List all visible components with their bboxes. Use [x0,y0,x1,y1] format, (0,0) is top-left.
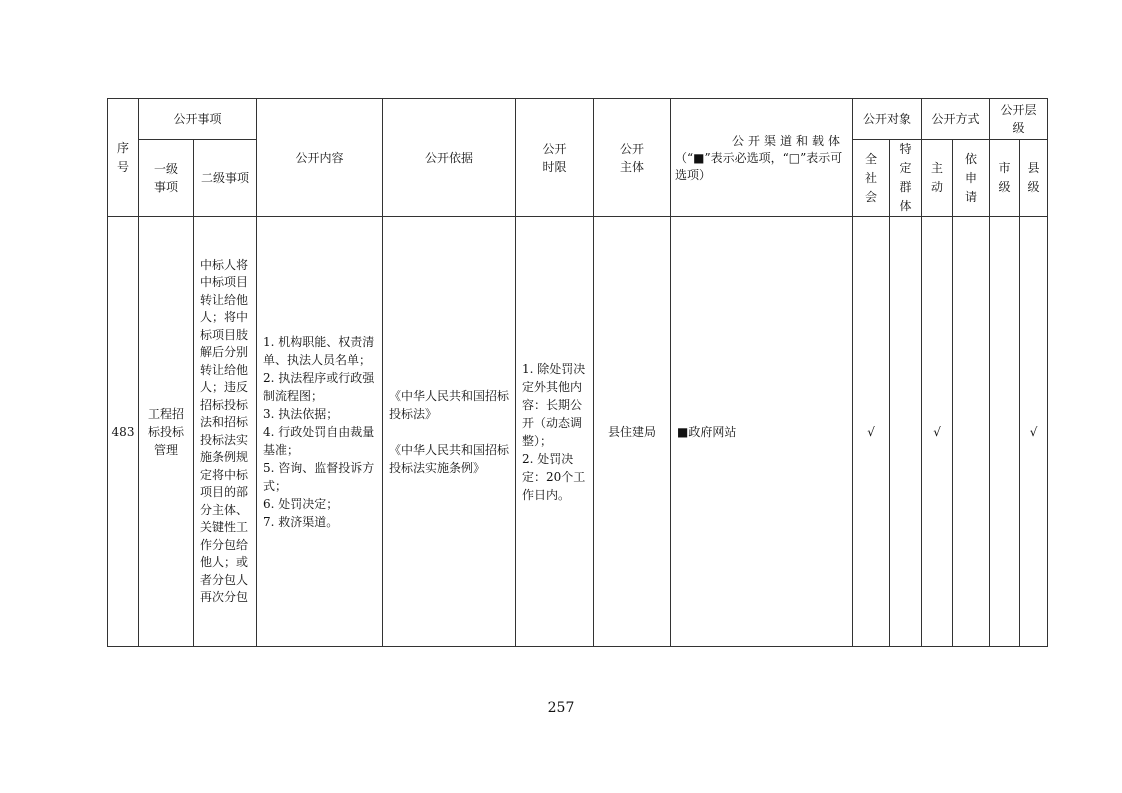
row-time-limit [516,217,594,647]
header-target-specific: 特定群体 [890,140,922,217]
row-level-county: √ [1020,217,1048,647]
content-line: 7. 救济渠道。 [263,514,339,529]
row-item-l2: 中标人将中标项目转让给他人；将中标项目肢解后分别转让给他人；违反招标投标法和招标投标法实施条例规定将中标项目的部分主体、关键性工作分包给他人；或者分包人再次分包 [194,217,257,647]
header-target-all: 全社会 [853,140,890,217]
content-line: 1. 机构职能、权责清单、执法人员名单； [263,334,375,367]
row-method-active: √ [922,217,953,647]
disclosure-table [107,98,1048,647]
header-method: 公开方式 [922,99,990,140]
time-limit-line: 1. 除处罚决定外其他内容：长期公开（动态调整）； [522,361,586,448]
header-content: 公开内容 [257,99,383,217]
header-channel: 公开渠道和载体 （“■”表示必选项，“□”表示可选项） [671,99,853,217]
content-line: 6. 处罚决定； [263,496,339,511]
time-limit-line: 2. 处罚决定：20个工作日内。 [522,451,586,502]
row-target-specific [890,217,922,647]
row-content [257,217,383,647]
header-item-l2: 二级事项 [194,140,257,217]
row-target-all: √ [853,217,890,647]
row-channel: ■政府网站 [671,217,853,647]
header-subject: 公开主体 [594,99,671,217]
row-seq: 483 [108,217,139,647]
header-target: 公开对象 [853,99,922,140]
row-item-l1: 工程招标投标管理 [139,217,194,647]
header-method-apply: 依申请 [953,140,990,217]
page-number: 257 [547,700,575,716]
basis-regulation: 《中华人民共和国招标投标法实施条例》 [389,442,510,475]
header-item: 公开事项 [139,99,257,140]
basis-law: 《中华人民共和国招标投标法》 [389,388,510,421]
content-line: 5. 咨询、监督投诉方式； [263,460,375,493]
content-line: 4. 行政处罚自由裁量基准； [263,424,375,457]
header-level-county: 县级 [1020,140,1048,217]
header-basis: 公开依据 [383,99,516,217]
header-level-city: 市级 [990,140,1020,217]
content-line: 2. 执法程序或行政强制流程图； [263,370,375,403]
row-basis [383,217,516,647]
row-level-city [990,217,1020,647]
row-method-apply [953,217,990,647]
row-subject: 县住建局 [594,217,671,647]
header-seq: 序号 [108,99,139,217]
header-method-active: 主动 [922,140,953,217]
content-line: 3. 执法依据； [263,406,339,421]
header-level: 公开层级 [990,99,1048,140]
header-item-l1: 一级事项 [139,140,194,217]
header-time-limit: 公开时限 [516,99,594,217]
